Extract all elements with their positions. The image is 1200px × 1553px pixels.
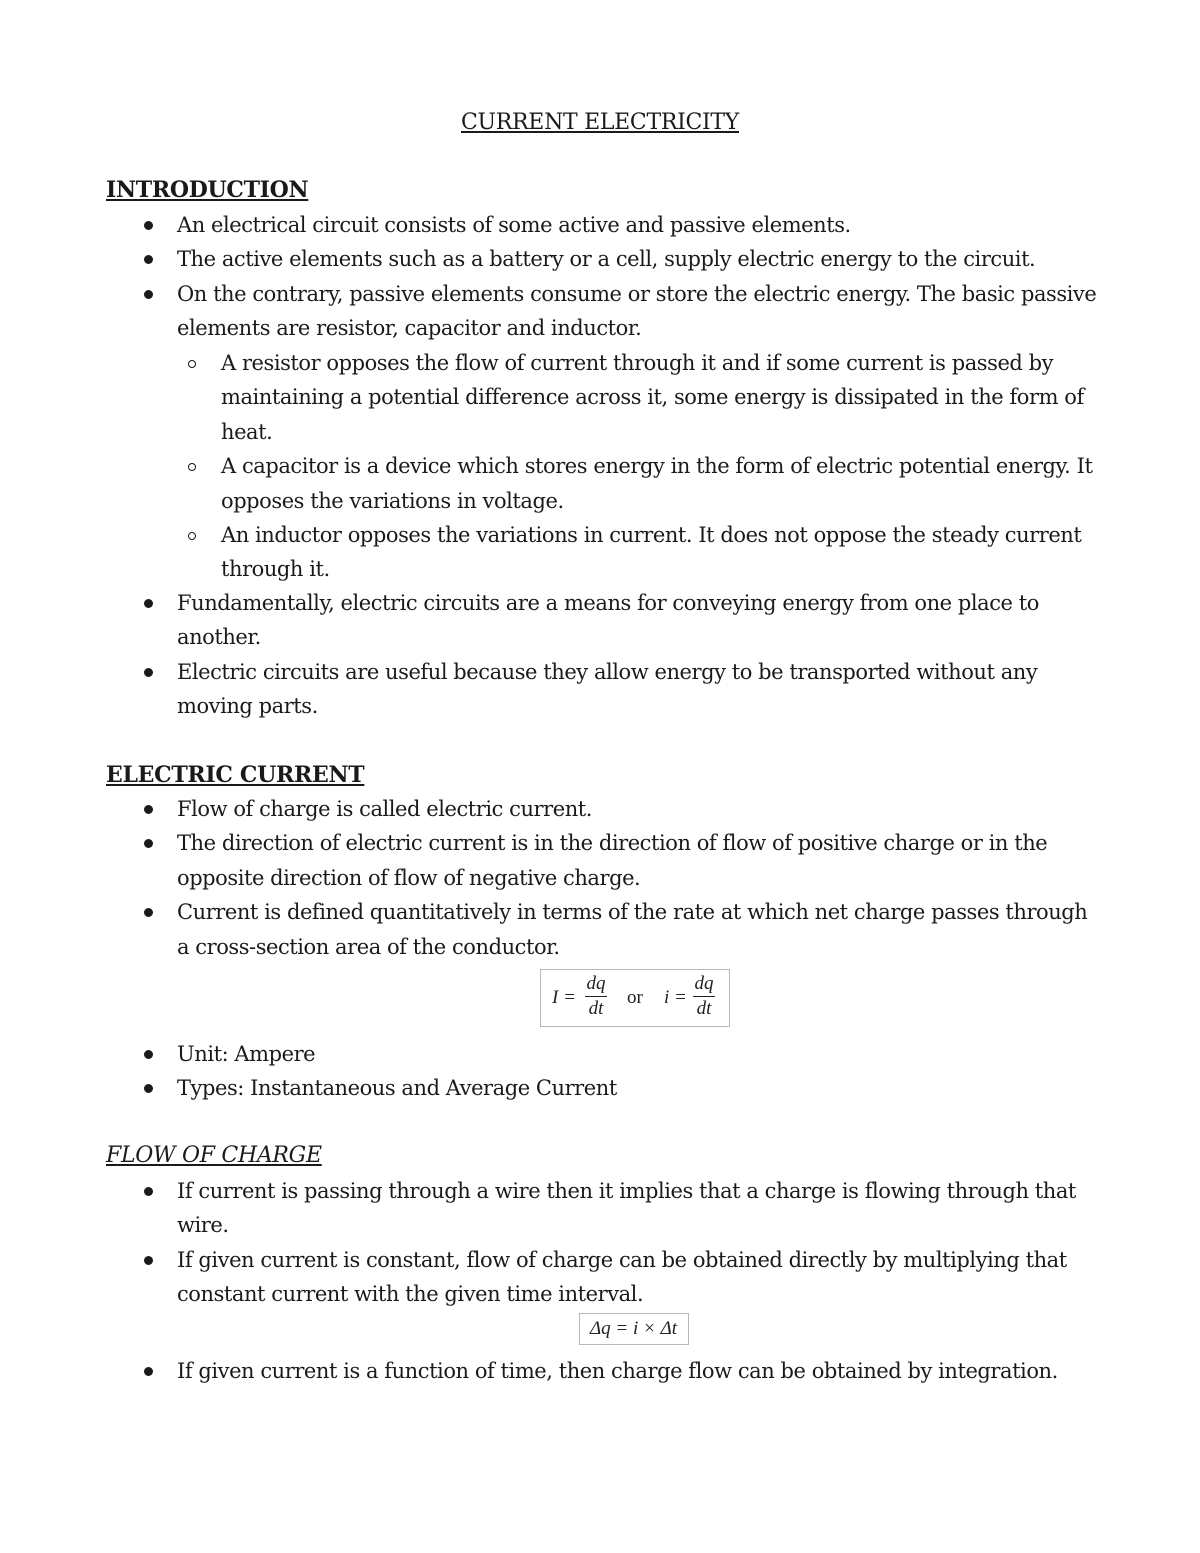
list-item: An electrical circuit consists of some active and passive elements. (177, 208, 1097, 242)
list-item: A capacitor is a device which stores energy in the form of electric potential energy. It opposes the variations in voltage. (221, 449, 1101, 518)
list-item: An inductor opposes the variations in current. It does not oppose the steady current through it. (221, 518, 1101, 587)
intro-bullet-list-continued (177, 586, 1097, 724)
formula-or-text: or (627, 987, 643, 1008)
formula-delta-q-expression: Δq = i × Δt (590, 1318, 678, 1339)
formula-fraction-1: dq dt (586, 973, 606, 1019)
bullet-icon (144, 805, 153, 814)
list-item: A resistor opposes the flow of current through it and if some current is passed by maintaining a potential difference across it, some energy is dissipated in the form of heat. (221, 346, 1101, 449)
page-title: CURRENT ELECTRICITY (461, 110, 739, 135)
current-bullet-list-continued (177, 1037, 1097, 1106)
bullet-icon (144, 1187, 153, 1196)
bullet-icon (144, 908, 153, 917)
formula-fraction-2: dq dt (694, 973, 714, 1019)
list-item: Current is defined quantitatively in terms of the rate at which net charge passes through a cross-section area of the conductor. (177, 895, 1097, 964)
bullet-icon (144, 1367, 153, 1376)
bullet-icon (144, 839, 153, 848)
list-item: If given current is a function of time, then charge flow can be obtained by integration. (177, 1354, 1097, 1388)
section-heading-introduction: INTRODUCTION (106, 177, 309, 203)
list-item: Electric circuits are useful because they allow energy to be transported without any moving parts. (177, 655, 1097, 724)
bullet-icon (144, 290, 153, 299)
list-item: If current is passing through a wire then it implies that a charge is flowing through that wire. (177, 1174, 1097, 1243)
list-item: Unit: Ampere (177, 1037, 1097, 1071)
hollow-bullet-icon (188, 360, 196, 368)
intro-sub-bullet-list (221, 346, 1101, 587)
section-heading-electric-current: ELECTRIC CURRENT (106, 762, 365, 788)
list-item: Flow of charge is called electric current. (177, 792, 1097, 826)
list-item: If given current is constant, flow of charge can be obtained directly by multiplying that constant current with the given time interval. (177, 1243, 1097, 1312)
current-bullet-list (177, 792, 1097, 964)
formula-lhs-i-capital: I = (552, 987, 576, 1008)
charge-formula-image (579, 1313, 689, 1345)
intro-bullet-list (177, 208, 1097, 346)
current-formula-image (540, 969, 730, 1027)
bullet-icon (144, 255, 153, 264)
hollow-bullet-icon (188, 532, 196, 540)
bullet-icon (144, 668, 153, 677)
section-heading-flow-of-charge: FLOW OF CHARGE (106, 1143, 322, 1168)
bullet-icon (144, 1050, 153, 1059)
list-item: Types: Instantaneous and Average Current (177, 1071, 1097, 1105)
bullet-icon (144, 221, 153, 230)
formula-lhs-i-lower: i = (664, 987, 687, 1008)
list-item: The direction of electric current is in the direction of flow of positive charge or in the opposite direction of flow of negative charge. (177, 826, 1097, 895)
hollow-bullet-icon (188, 463, 196, 471)
bullet-icon (144, 1084, 153, 1093)
list-item: On the contrary, passive elements consume or store the electric energy. The basic passive elements are resistor, capacitor and inductor. (177, 277, 1097, 346)
list-item: Fundamentally, electric circuits are a means for conveying energy from one place to another. (177, 586, 1097, 655)
bullet-icon (144, 599, 153, 608)
flow-bullet-list-continued (177, 1354, 1097, 1388)
list-item: The active elements such as a battery or a cell, supply electric energy to the circuit. (177, 242, 1097, 276)
flow-bullet-list (177, 1174, 1097, 1312)
bullet-icon (144, 1256, 153, 1265)
